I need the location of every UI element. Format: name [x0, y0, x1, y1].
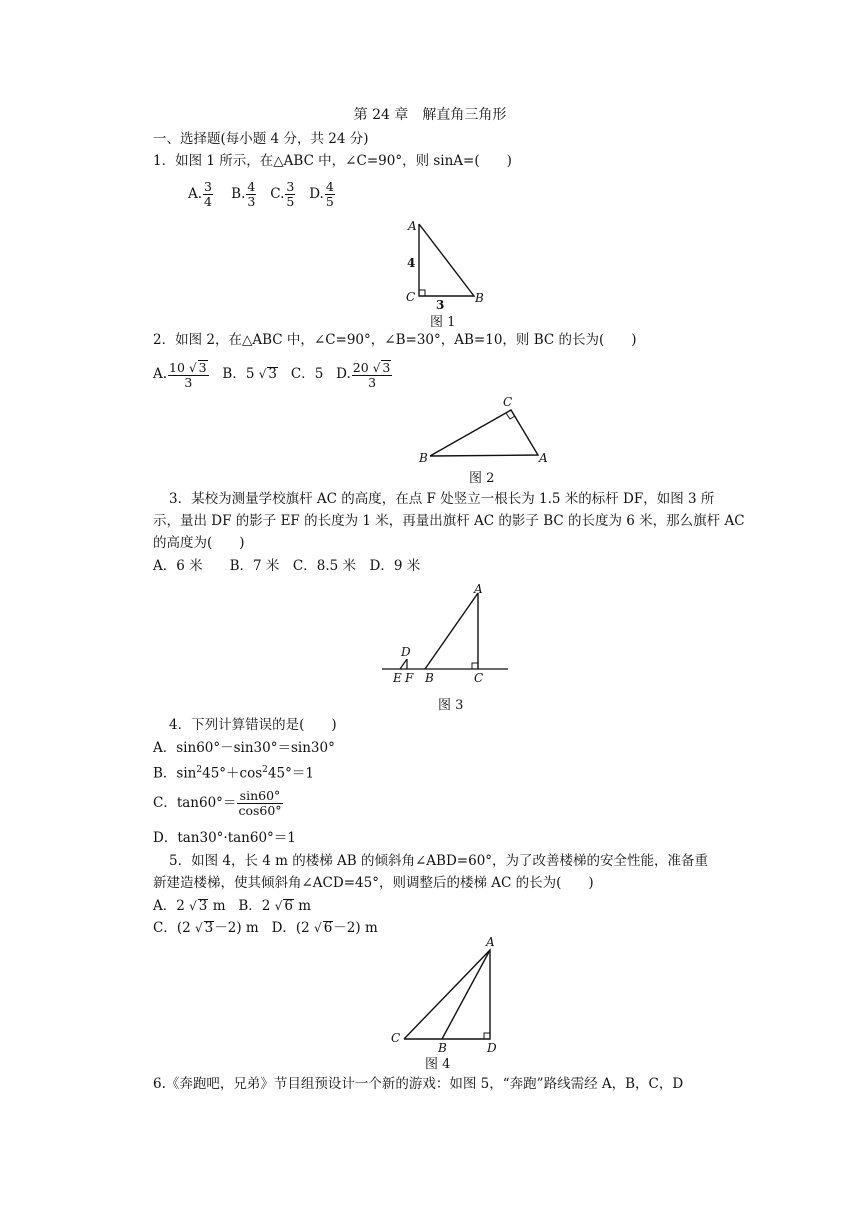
q6-stem-line-1: 6.《奔跑吧，兄弟》节目组预设计一个新的游戏：如图 5，“奔跑”路线需经 A，B，C，D: [153, 1076, 684, 1092]
q5-stem-line-1: 5．如图 4，长 4 m 的楼梯 AB 的倾斜角∠ABD=60°，为了改善楼梯的安全性能，准备重: [169, 853, 709, 869]
fig3-label-d: D: [401, 645, 411, 659]
q1-stem: 1．如图 1 所示，在△ABC 中，∠C=90°，则 sinA=( ): [153, 153, 512, 169]
q5-option-a[interactable]: A．2 √ 3 m: [153, 898, 226, 914]
fig3-label-e: E: [393, 671, 402, 685]
q4-option-a[interactable]: A．sin60°－sin30°＝sin30°: [153, 740, 335, 756]
figure-2-diagram: [416, 392, 556, 467]
figure-1-caption: 图 1: [430, 315, 456, 330]
fig1-label-c: C: [406, 290, 416, 304]
fig1-side-cb: 3: [436, 298, 445, 309]
q2-option-a[interactable]: A. $\frac{10 √ 3}{3}$: [153, 359, 207, 390]
figure-1-diagram: [400, 214, 490, 309]
q5-options-row-2: [153, 919, 378, 937]
q1-option-b[interactable]: B. $\frac{4}{3}$: [231, 179, 256, 209]
fig4-label-b: B: [438, 1041, 447, 1054]
q3-stem-line-1: 3．某校为测量学校旗杆 AC 的高度，在点 F 处竖立一根长为 1.5 米的标杆 DF，如图 3 所: [169, 491, 715, 507]
q2-option-b[interactable]: B．5 √ 3: [222, 366, 277, 382]
figure-4-diagram: [386, 936, 510, 1054]
figure-4-caption: 图 4: [425, 1057, 451, 1072]
fig3-label-c: C: [474, 671, 484, 685]
q4-option-b[interactable]: B．$\sin^245^\circ+\cos^245^\circ=1$: [153, 765, 314, 782]
q5-option-c[interactable]: C．(2 √ 3－2) m: [153, 920, 259, 936]
chapter-title: 第 24 章 解直角三角形: [353, 107, 507, 123]
q1-options: [188, 174, 336, 214]
fig2-label-c: C: [503, 395, 513, 409]
fig2-label-a: A: [539, 451, 548, 465]
fig4-label-a: A: [486, 936, 495, 949]
q4-option-c[interactable]: C．tan60°＝ $\frac{\sin 60^\circ}{\cos 60^\circ}$: [153, 788, 282, 818]
q2-options: [153, 354, 393, 394]
q5-option-d[interactable]: D．(2 √ 6－2) m: [271, 920, 378, 936]
fig1-label-b: B: [475, 291, 484, 305]
fig1-label-a: A: [408, 219, 417, 233]
q2-option-c[interactable]: C．5: [290, 366, 324, 382]
fig1-side-ac: 4: [407, 256, 416, 270]
figure-2-caption: 图 2: [469, 471, 495, 486]
fig4-label-c: C: [391, 1031, 401, 1045]
q5-stem-line-2: 新建造楼梯，使其倾斜角∠ACD=45°，则调整后的楼梯 AC 的长为( ): [153, 875, 594, 891]
q2-option-d[interactable]: D. $\frac{20 √ 3}{3}$: [336, 359, 391, 390]
figure-3-diagram: [380, 580, 512, 685]
q1-option-c[interactable]: C. $\frac{3}{5}$: [270, 179, 295, 209]
q3-stem-line-3: 的高度为( ): [153, 535, 245, 551]
section-heading: 一、选择题(每小题 4 分，共 24 分): [153, 131, 369, 147]
q5-options-row-1: [153, 897, 311, 915]
q2-stem: 2．如图 2，在△ABC 中，∠C=90°，∠B=30°，AB=10，则 BC 的长为( ): [153, 332, 637, 348]
q5-option-b[interactable]: B．2 √ 6 m: [238, 898, 312, 914]
fig3-label-b: B: [425, 671, 434, 685]
fig2-label-b: B: [419, 451, 428, 465]
q1-option-d[interactable]: D. $\frac{4}{5}$: [309, 179, 334, 209]
q1-option-a[interactable]: A. $\frac{3}{4}$: [188, 179, 212, 209]
figure-3-caption: 图 3: [438, 698, 464, 713]
q3-stem-line-2: 示，量出 DF 的影子 EF 的长度为 1 米，再量出旗杆 AC 的影子 BC 的长度为 6 米，那么旗杆 AC: [153, 513, 745, 529]
q3-options[interactable]: A．6 米 B．7 米 C．8.5 米 D．9 米: [153, 558, 421, 574]
q4-option-d[interactable]: D．tan30°·tan60°＝1: [153, 830, 296, 846]
fig4-label-d: D: [487, 1041, 497, 1054]
q4-stem: 4．下列计算错误的是( ): [169, 717, 337, 733]
fig3-label-f: F: [405, 671, 414, 685]
fig3-label-a: A: [474, 582, 483, 596]
